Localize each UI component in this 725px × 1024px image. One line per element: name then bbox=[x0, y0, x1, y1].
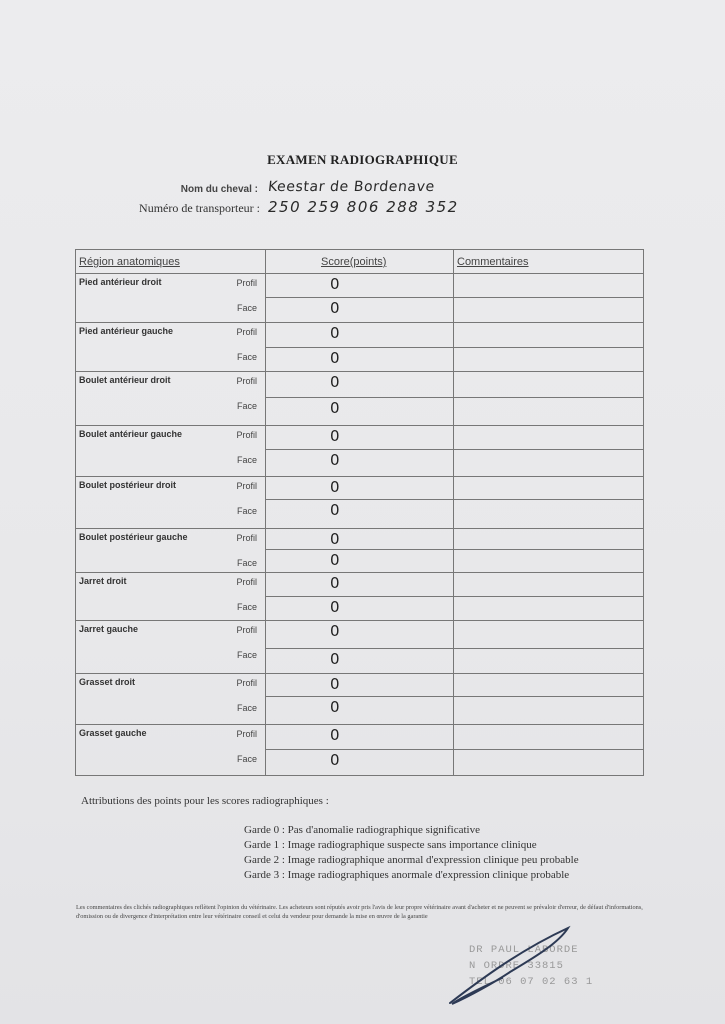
view-face-label: Face bbox=[236, 401, 257, 411]
score-handwritten: 0 bbox=[330, 622, 340, 640]
view-face-label: Face bbox=[236, 650, 257, 660]
table-row bbox=[76, 372, 644, 398]
grade-2: Garde 2 : Image radiographique anormal d'expression clinique peu probable bbox=[244, 854, 579, 866]
comment-cell bbox=[454, 426, 644, 450]
comment-cell bbox=[454, 450, 644, 477]
region-cell bbox=[76, 674, 266, 725]
comment-cell bbox=[454, 674, 644, 697]
grade-3: Garde 3 : Image radiographiques anormale d'expression clinique probable bbox=[244, 869, 570, 881]
grade-list bbox=[244, 823, 579, 883]
comment-cell bbox=[454, 597, 644, 621]
score-handwritten: 0 bbox=[330, 349, 340, 367]
score-handwritten: 0 bbox=[330, 726, 340, 744]
stamp-line-3: TEL 06 07 02 63 1 bbox=[469, 976, 594, 988]
view-face-label: Face bbox=[236, 558, 257, 568]
comment-cell bbox=[454, 372, 644, 398]
score-handwritten: 0 bbox=[330, 698, 340, 716]
score-cell-profil bbox=[266, 426, 454, 450]
score-cell-face bbox=[266, 750, 454, 776]
region-cell bbox=[76, 529, 266, 573]
comment-cell bbox=[454, 697, 644, 725]
transponder-label: Numéro de transporteur : bbox=[139, 201, 260, 215]
region-name: Grasset droit bbox=[79, 677, 136, 687]
score-cell-profil bbox=[266, 323, 454, 348]
stamp-line-1: DR PAUL LABORDE bbox=[469, 944, 579, 956]
region-cell bbox=[76, 573, 266, 621]
region-name: Boulet postérieur gauche bbox=[79, 532, 188, 542]
header-region: Région anatomiques bbox=[76, 250, 266, 274]
score-cell-profil bbox=[266, 274, 454, 298]
score-handwritten: 0 bbox=[330, 427, 340, 445]
comment-cell bbox=[454, 298, 644, 323]
region-name: Pied antérieur gauche bbox=[79, 326, 174, 336]
comment-cell bbox=[454, 529, 644, 550]
region-cell bbox=[76, 621, 266, 674]
region-name: Grasset gauche bbox=[79, 728, 147, 738]
view-face-label: Face bbox=[236, 754, 257, 764]
score-cell-profil bbox=[266, 573, 454, 597]
comment-cell bbox=[454, 725, 644, 750]
score-cell-face bbox=[266, 298, 454, 323]
comment-cell bbox=[454, 573, 644, 597]
score-handwritten: 0 bbox=[330, 675, 340, 693]
view-profil-label: Profil bbox=[236, 533, 257, 543]
score-cell-face bbox=[266, 550, 454, 573]
view-profil-label: Profil bbox=[236, 376, 257, 386]
score-cell-face bbox=[266, 597, 454, 621]
score-cell-profil bbox=[266, 477, 454, 500]
grade-0: Garde 0 : Pas d'anomalie radiographique significative bbox=[244, 824, 480, 836]
region-cell bbox=[76, 323, 266, 372]
score-handwritten: 0 bbox=[330, 373, 340, 391]
view-face-label: Face bbox=[236, 602, 257, 612]
view-face-label: Face bbox=[236, 455, 257, 465]
transponder-number-handwritten: 250 259 806 288 352 bbox=[268, 198, 459, 216]
region-name: Boulet antérieur droit bbox=[79, 375, 171, 385]
region-name: Jarret gauche bbox=[79, 624, 139, 634]
view-profil-label: Profil bbox=[236, 729, 257, 739]
score-cell-face bbox=[266, 450, 454, 477]
table-row bbox=[76, 477, 644, 500]
view-profil-label: Profil bbox=[236, 678, 257, 688]
score-handwritten: 0 bbox=[330, 530, 340, 548]
score-handwritten: 0 bbox=[330, 598, 340, 616]
table-row bbox=[76, 274, 644, 298]
score-handwritten: 0 bbox=[330, 478, 340, 496]
comment-cell bbox=[454, 649, 644, 674]
view-profil-label: Profil bbox=[236, 430, 257, 440]
region-cell bbox=[76, 426, 266, 477]
header-comments: Commentaires bbox=[454, 250, 644, 274]
view-profil-label: Profil bbox=[236, 625, 257, 635]
score-handwritten: 0 bbox=[330, 501, 340, 519]
score-handwritten: 0 bbox=[330, 324, 340, 342]
region-cell bbox=[76, 274, 266, 323]
score-handwritten: 0 bbox=[330, 574, 340, 592]
score-handwritten: 0 bbox=[330, 451, 340, 469]
region-cell bbox=[76, 725, 266, 776]
score-handwritten: 0 bbox=[330, 399, 340, 417]
region-name: Boulet postérieur droit bbox=[79, 480, 177, 490]
horse-name-handwritten: Keestar de Bordenave bbox=[267, 179, 436, 195]
table-row bbox=[76, 573, 644, 597]
comment-cell bbox=[454, 477, 644, 500]
region-name: Jarret droit bbox=[79, 576, 127, 586]
view-profil-label: Profil bbox=[236, 278, 257, 288]
table-row bbox=[76, 323, 644, 348]
score-cell-profil bbox=[266, 372, 454, 398]
score-cell-face bbox=[266, 500, 454, 529]
grade-1: Garde 1 : Image radiographique suspecte sans importance clinique bbox=[244, 839, 537, 851]
comment-cell bbox=[454, 274, 644, 298]
table-row bbox=[76, 725, 644, 750]
comment-cell bbox=[454, 550, 644, 573]
score-handwritten: 0 bbox=[330, 551, 340, 569]
score-handwritten: 0 bbox=[330, 650, 340, 668]
header-score: Score(points) bbox=[266, 250, 454, 274]
comment-cell bbox=[454, 348, 644, 372]
score-cell-face bbox=[266, 348, 454, 372]
score-cell-face bbox=[266, 649, 454, 674]
region-name: Pied antérieur droit bbox=[79, 277, 162, 287]
table-row bbox=[76, 674, 644, 697]
table-row bbox=[76, 426, 644, 450]
view-face-label: Face bbox=[236, 703, 257, 713]
view-face-label: Face bbox=[236, 303, 257, 313]
comment-cell bbox=[454, 398, 644, 426]
view-profil-label: Profil bbox=[236, 481, 257, 491]
stamp-line-2: N ORDRE 33815 bbox=[469, 960, 564, 972]
score-cell-profil bbox=[266, 725, 454, 750]
view-profil-label: Profil bbox=[236, 327, 257, 337]
disclaimer-text: Les commentaires des clichés radiographiques reflètent l'opinion du vétérinaire. Les acheteurs sont réputés avoir pris l'avis de leur propre vétérinaire avant d'acheter et ne peuvent se prévaloir d'erreur, de défaut d'informations, d'omission ou de divergence d'interprétation entre leur vétérinaire conseil et celui du vendeur pour demande la mise en œuvre de la garantie bbox=[76, 904, 643, 920]
comment-cell bbox=[454, 500, 644, 529]
score-cell-face bbox=[266, 398, 454, 426]
score-cell-face bbox=[266, 697, 454, 725]
score-cell-profil bbox=[266, 529, 454, 550]
table-header-row bbox=[76, 250, 644, 274]
signature-graphic bbox=[440, 920, 580, 1010]
comment-cell bbox=[454, 323, 644, 348]
radiographic-score-table bbox=[75, 249, 644, 776]
view-face-label: Face bbox=[236, 352, 257, 362]
table-row bbox=[76, 621, 644, 649]
view-profil-label: Profil bbox=[236, 577, 257, 587]
region-name: Boulet antérieur gauche bbox=[79, 429, 183, 439]
score-handwritten: 0 bbox=[330, 751, 340, 769]
score-cell-profil bbox=[266, 674, 454, 697]
attributions-title: Attributions des points pour les scores radiographiques : bbox=[81, 795, 329, 807]
score-cell-profil bbox=[266, 621, 454, 649]
comment-cell bbox=[454, 750, 644, 776]
comment-cell bbox=[454, 621, 644, 649]
document-title: EXAMEN RADIOGRAPHIQUE bbox=[267, 152, 458, 167]
table-row bbox=[76, 529, 644, 550]
score-handwritten: 0 bbox=[330, 275, 340, 293]
region-cell bbox=[76, 372, 266, 426]
horse-name-label: Nom du cheval : bbox=[180, 184, 258, 195]
view-face-label: Face bbox=[236, 506, 257, 516]
region-cell bbox=[76, 477, 266, 529]
score-handwritten: 0 bbox=[330, 299, 340, 317]
